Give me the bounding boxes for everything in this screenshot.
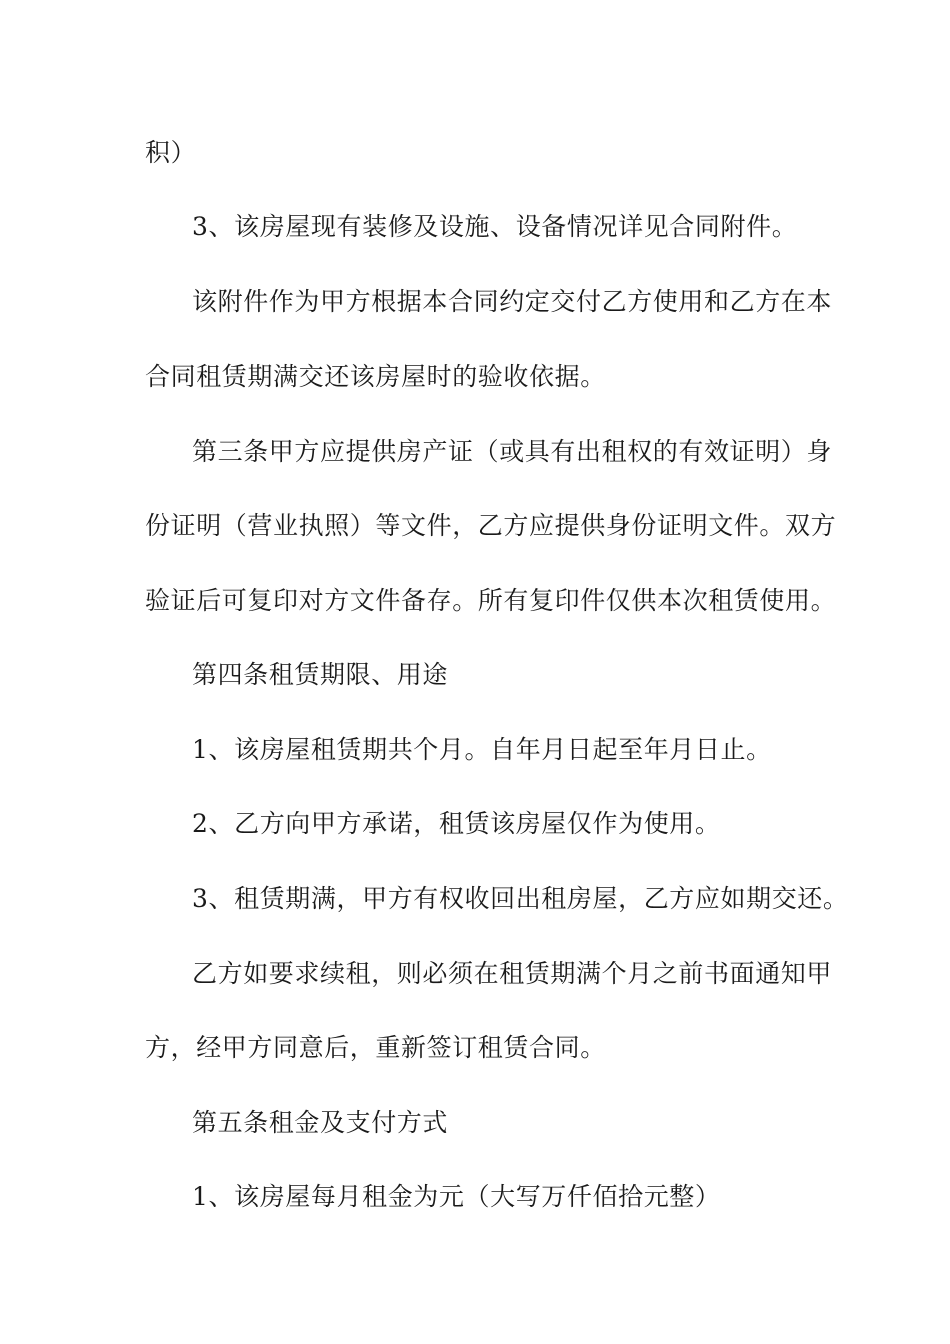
text-line: 1、该房屋租赁期共个月。自年月日起至年月日止。 bbox=[192, 735, 772, 764]
text-line: 1、该房屋每月租金为元（大写万仟佰拾元整） bbox=[192, 1182, 721, 1211]
text-line: 乙方如要求续租，则必须在租赁期满个月之前书面通知甲 bbox=[192, 959, 833, 988]
text-line: 验证后可复印对方文件备存。所有复印件仅供本次租赁使用。 bbox=[145, 586, 837, 615]
text-line: 积） bbox=[145, 138, 197, 167]
text-line: 3、租赁期满，甲方有权收回出租房屋，乙方应如期交还。 bbox=[192, 884, 849, 913]
text-line: 份证明（营业执照）等文件，乙方应提供身份证明文件。双方 bbox=[145, 511, 837, 540]
text-line: 第三条甲方应提供房产证（或具有出租权的有效证明）身 bbox=[192, 437, 833, 466]
section-heading: 第四条租赁期限、用途 bbox=[192, 660, 449, 689]
text-line: 2、乙方向甲方承诺，租赁该房屋仅作为使用。 bbox=[192, 809, 721, 838]
section-heading: 第五条租金及支付方式 bbox=[192, 1108, 449, 1137]
text-line: 合同租赁期满交还该房屋时的验收依据。 bbox=[145, 362, 606, 391]
text-line: 3、该房屋现有装修及设施、设备情况详见合同附件。 bbox=[192, 212, 798, 241]
text-line: 方，经甲方同意后，重新签订租赁合同。 bbox=[145, 1033, 606, 1062]
text-line: 该附件作为甲方根据本合同约定交付乙方使用和乙方在本 bbox=[192, 287, 833, 316]
